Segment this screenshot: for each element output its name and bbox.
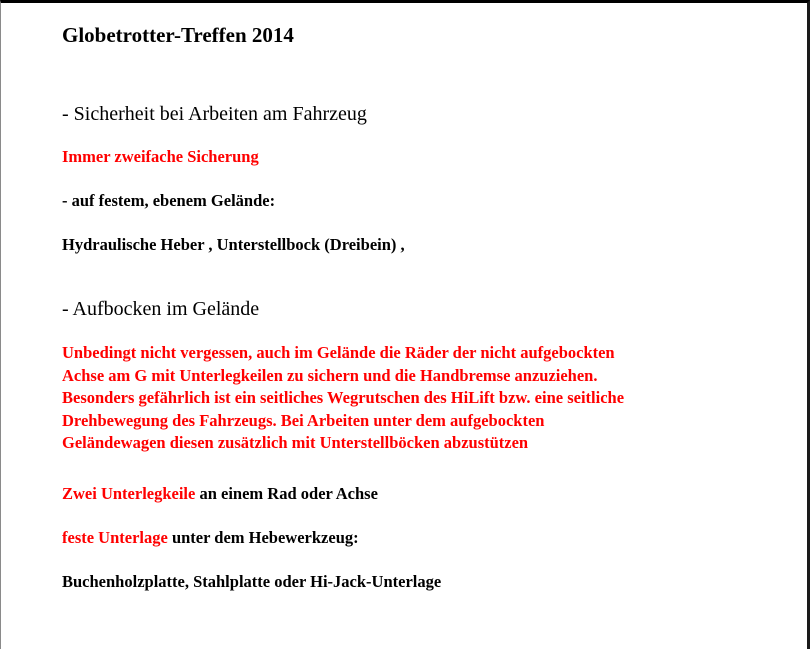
warning-line: Drehbewegung des Fahrzeugs. Bei Arbeiten unter dem aufgebockten [62,410,545,430]
firm-ground-note: - auf festem, ebenem Gelände: [62,191,276,210]
double-safety-note: Immer zweifache Sicherung [62,147,259,166]
base-plate-label: feste Unterlage [62,527,168,547]
section-heading-safety: - Sicherheit bei Arbeiten am Fahrzeug [62,103,367,125]
wheel-chocks-text: an einem Rad oder Achse [195,483,378,503]
document-title: Globetrotter-Treffen 2014 [62,23,294,47]
section-heading-terrain: - Aufbocken im Gelände [62,298,260,320]
warning-line: Unbedingt nicht vergessen, auch im Gelände die Räder der nicht aufgebockten [62,343,615,362]
warning-line: Geländewagen diesen zusätzlich mit Unterstellböcken abzustützen [62,433,529,452]
warning-line: Besonders gefährlich ist ein seitliches Wegrutschen des HiLift bzw. eine seitliche [62,388,625,407]
document-body [62,21,772,593]
base-plate-options: Buchenholzplatte, Stahlplatte oder Hi-Jack-Unterlage [62,571,442,591]
terrain-warning-paragraph [62,342,772,455]
base-plate-line [62,526,772,549]
warning-line: Achse am G mit Unterlegkeilen zu sichern und die Handbremse anzuziehen. [62,365,598,385]
wheel-chocks-line [62,482,772,505]
equipment-list: Hydraulische Heber , Unterstellbock (Dreibein) , [62,235,405,254]
base-plate-text: unter dem Hebewerkzeug: [167,527,359,547]
wheel-chocks-label: Zwei Unterlegkeile [62,483,196,503]
